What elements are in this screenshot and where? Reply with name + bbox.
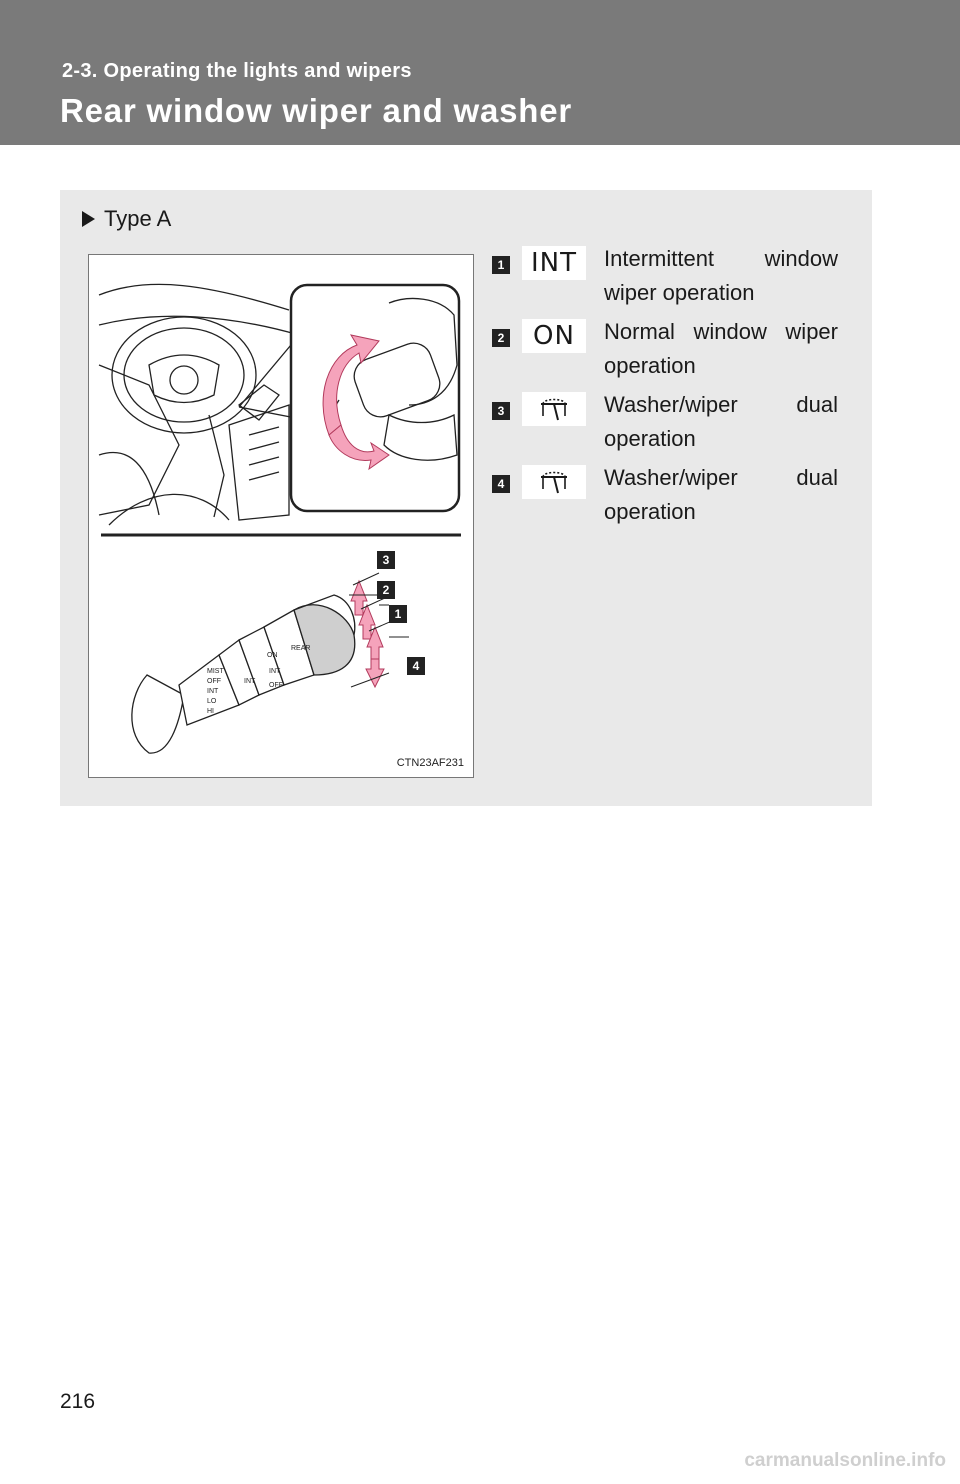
svg-text:INT: INT: [207, 688, 219, 695]
svg-text:OFF: OFF: [207, 678, 221, 685]
car-interior-sketch: [99, 284, 299, 525]
figure-callout-1: 1: [389, 605, 407, 623]
int-symbol: INT: [522, 246, 586, 280]
item-number: 4: [492, 475, 510, 493]
section-heading: 2-3. Operating the lights and wipers: [62, 60, 412, 82]
svg-text:OFF: OFF: [269, 682, 283, 689]
item-number: 1: [492, 256, 510, 274]
type-label: Type A: [104, 206, 172, 231]
svg-text:LO: LO: [207, 698, 217, 705]
type-label-line: [82, 206, 171, 232]
svg-text:MIST: MIST: [207, 668, 224, 675]
watermark: carmanualsonline.info: [744, 1450, 946, 1471]
item-description: Washer/wiper dual operation: [604, 465, 838, 524]
washer-wiper-icon: [522, 392, 586, 426]
wiper-lever-drawing: [132, 595, 355, 753]
svg-text:HI: HI: [207, 708, 214, 715]
figure-callout-2: 2: [377, 581, 395, 599]
on-symbol: ON: [522, 319, 586, 353]
svg-text:ON: ON: [267, 652, 278, 659]
item-description: Normal window wiper operation: [604, 319, 838, 378]
wiper-lever-illustration: [88, 254, 474, 778]
item-number: 3: [492, 402, 510, 420]
washer-wiper-icon: [522, 465, 586, 499]
page-header: [0, 0, 960, 145]
svg-text:REAR: REAR: [291, 645, 311, 652]
item-description: Intermittent window wiper operation: [604, 246, 838, 305]
svg-text:INT: INT: [244, 678, 256, 685]
figure-callout-3: 3: [377, 551, 395, 569]
page-number: 216: [60, 1390, 96, 1413]
figure-code: CTN23AF231: [396, 757, 464, 769]
figure-callout-4: 4: [407, 657, 425, 675]
svg-text:INT: INT: [269, 668, 281, 675]
triangle-bullet-icon: [82, 211, 95, 227]
illustration-drawing: [89, 255, 473, 777]
item-number: 2: [492, 329, 510, 347]
item-description: Washer/wiper dual operation: [604, 392, 838, 451]
page-title: Rear window wiper and washer: [60, 92, 573, 129]
